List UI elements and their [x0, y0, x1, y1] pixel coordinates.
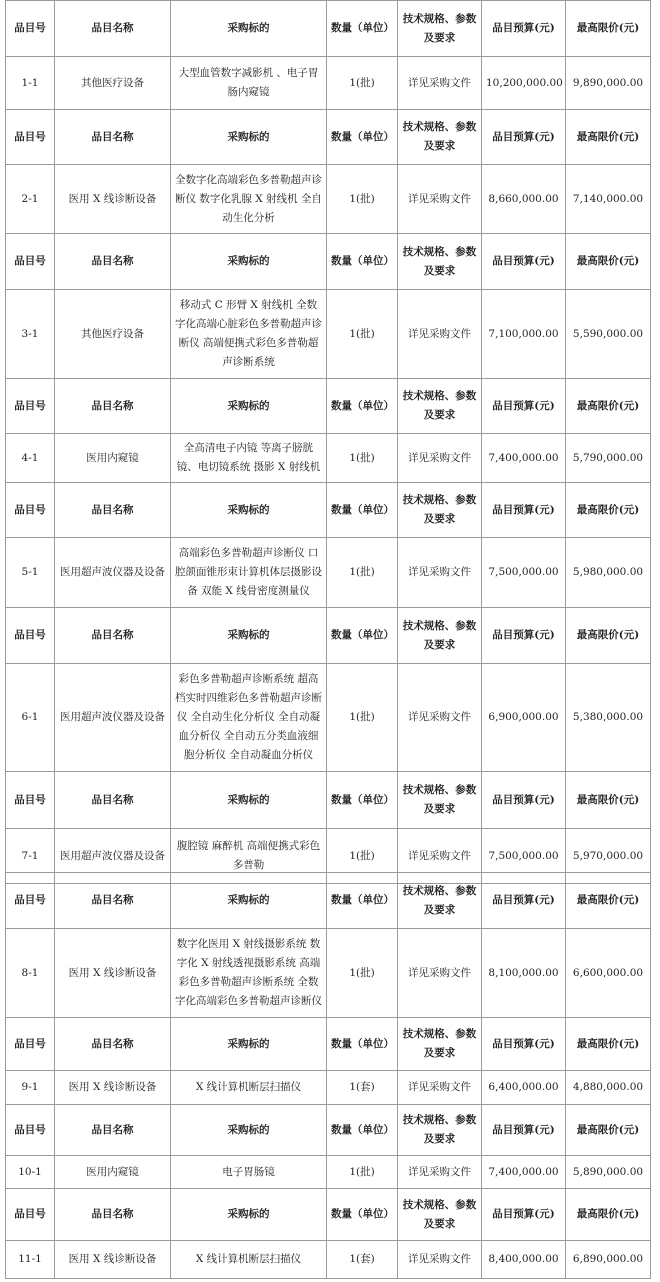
procurement-table-part-1 [5, 0, 651, 884]
cell-max-price: 5,790,000.00 [566, 434, 651, 483]
header-spec: 技术规格、参数及要求 [398, 608, 482, 664]
header-lot-no: 品目号 [6, 1189, 55, 1241]
header-quantity: 数量（单位） [327, 1018, 398, 1071]
cell-item-name: 医用 X 线诊断设备 [55, 929, 171, 1018]
cell-item-name: 医用超声波仪器及设备 [55, 829, 171, 884]
header-lot-no: 品目号 [6, 873, 55, 929]
cell-lot-no: 11-1 [6, 1241, 55, 1279]
header-item-name: 品目名称 [55, 234, 171, 290]
header-max-price: 最高限价(元) [566, 772, 651, 829]
header-max-price: 最高限价(元) [566, 110, 651, 165]
header-target: 采购标的 [171, 110, 327, 165]
header-max-price: 最高限价(元) [566, 1, 651, 57]
header-budget: 品目预算(元) [482, 110, 566, 165]
header-spec: 技术规格、参数及要求 [398, 1105, 482, 1156]
cell-lot-no: 3-1 [6, 290, 55, 379]
header-spec: 技术规格、参数及要求 [398, 1018, 482, 1071]
cell-target: X 线计算机断层扫描仪 [171, 1241, 327, 1279]
table-row [6, 1241, 651, 1279]
cell-item-name: 医用 X 线诊断设备 [55, 165, 171, 234]
procurement-table-part-2 [5, 872, 651, 1279]
header-item-name: 品目名称 [55, 1, 171, 57]
header-spec: 技术规格、参数及要求 [398, 772, 482, 829]
header-budget: 品目预算(元) [482, 772, 566, 829]
cell-target: 高端彩色多普勒超声诊断仪 口腔颌面锥形束计算机体层摄影设备 双能 X 线骨密度测量仪 [171, 538, 327, 608]
header-spec: 技术规格、参数及要求 [398, 234, 482, 290]
header-item-name: 品目名称 [55, 772, 171, 829]
header-row [6, 234, 651, 290]
header-item-name: 品目名称 [55, 379, 171, 434]
header-item-name: 品目名称 [55, 1105, 171, 1156]
cell-item-name: 医用 X 线诊断设备 [55, 1241, 171, 1279]
header-spec: 技术规格、参数及要求 [398, 873, 482, 929]
cell-max-price: 5,590,000.00 [566, 290, 651, 379]
header-target: 采购标的 [171, 1105, 327, 1156]
cell-quantity: 1(套) [327, 1241, 398, 1279]
cell-budget: 7,400,000.00 [482, 1156, 566, 1189]
cell-max-price: 5,380,000.00 [566, 664, 651, 772]
header-max-price: 最高限价(元) [566, 608, 651, 664]
cell-quantity: 1(套) [327, 1071, 398, 1105]
cell-lot-no: 8-1 [6, 929, 55, 1018]
header-target: 采购标的 [171, 1189, 327, 1241]
table-row [6, 434, 651, 483]
header-budget: 品目预算(元) [482, 1105, 566, 1156]
header-spec: 技术规格、参数及要求 [398, 1189, 482, 1241]
cell-spec: 详见采购文件 [398, 57, 482, 110]
cell-spec: 详见采购文件 [398, 829, 482, 884]
header-max-price: 最高限价(元) [566, 234, 651, 290]
header-item-name: 品目名称 [55, 1189, 171, 1241]
header-max-price: 最高限价(元) [566, 1018, 651, 1071]
cell-lot-no: 6-1 [6, 664, 55, 772]
header-item-name: 品目名称 [55, 1018, 171, 1071]
cell-quantity: 1(批) [327, 929, 398, 1018]
cell-budget: 7,400,000.00 [482, 434, 566, 483]
header-quantity: 数量（单位） [327, 483, 398, 538]
header-quantity: 数量（单位） [327, 772, 398, 829]
cell-budget: 7,500,000.00 [482, 829, 566, 884]
header-target: 采购标的 [171, 873, 327, 929]
header-row [6, 379, 651, 434]
table-row [6, 664, 651, 772]
cell-item-name: 其他医疗设备 [55, 57, 171, 110]
table-row [6, 290, 651, 379]
cell-lot-no: 9-1 [6, 1071, 55, 1105]
table-row [6, 1071, 651, 1105]
header-item-name: 品目名称 [55, 608, 171, 664]
header-target: 采购标的 [171, 234, 327, 290]
header-budget: 品目预算(元) [482, 608, 566, 664]
cell-lot-no: 2-1 [6, 165, 55, 234]
header-quantity: 数量（单位） [327, 608, 398, 664]
header-lot-no: 品目号 [6, 1, 55, 57]
cell-budget: 8,660,000.00 [482, 165, 566, 234]
header-spec: 技术规格、参数及要求 [398, 483, 482, 538]
header-budget: 品目预算(元) [482, 483, 566, 538]
header-target: 采购标的 [171, 379, 327, 434]
cell-budget: 7,100,000.00 [482, 290, 566, 379]
header-row [6, 483, 651, 538]
cell-target: X 线计算机断层扫描仪 [171, 1071, 327, 1105]
header-max-price: 最高限价(元) [566, 1105, 651, 1156]
header-row [6, 608, 651, 664]
cell-spec: 详见采购文件 [398, 1241, 482, 1279]
header-target: 采购标的 [171, 483, 327, 538]
cell-target: 移动式 C 形臂 X 射线机 全数字化高端心脏彩色多普勒超声诊断仪 高端便携式彩色多普勒超声诊断系统 [171, 290, 327, 379]
table-row [6, 538, 651, 608]
cell-item-name: 其他医疗设备 [55, 290, 171, 379]
table-row [6, 165, 651, 234]
cell-max-price: 5,890,000.00 [566, 1156, 651, 1189]
table-row [6, 1156, 651, 1189]
header-row [6, 1189, 651, 1241]
cell-item-name: 医用内窥镜 [55, 1156, 171, 1189]
cell-quantity: 1(批) [327, 664, 398, 772]
header-quantity: 数量（单位） [327, 234, 398, 290]
header-quantity: 数量（单位） [327, 1189, 398, 1241]
cell-quantity: 1(批) [327, 165, 398, 234]
cell-max-price: 5,970,000.00 [566, 829, 651, 884]
cell-target: 彩色多普勒超声诊断系统 超高档实时四维彩色多普勒超声诊断仪 全自动生化分析仪 全自动凝血分析仪 全自动五分类血液细胞分析仪 全自动凝血分析仪 [171, 664, 327, 772]
cell-max-price: 4,880,000.00 [566, 1071, 651, 1105]
header-target: 采购标的 [171, 1, 327, 57]
cell-max-price: 9,890,000.00 [566, 57, 651, 110]
cell-budget: 6,400,000.00 [482, 1071, 566, 1105]
cell-max-price: 6,600,000.00 [566, 929, 651, 1018]
header-spec: 技术规格、参数及要求 [398, 379, 482, 434]
header-item-name: 品目名称 [55, 483, 171, 538]
cell-budget: 10,200,000.00 [482, 57, 566, 110]
header-lot-no: 品目号 [6, 483, 55, 538]
header-budget: 品目预算(元) [482, 873, 566, 929]
cell-quantity: 1(批) [327, 538, 398, 608]
cell-lot-no: 10-1 [6, 1156, 55, 1189]
cell-item-name: 医用超声波仪器及设备 [55, 664, 171, 772]
cell-spec: 详见采购文件 [398, 1071, 482, 1105]
cell-quantity: 1(批) [327, 829, 398, 884]
header-max-price: 最高限价(元) [566, 873, 651, 929]
cell-budget: 8,100,000.00 [482, 929, 566, 1018]
header-row [6, 1105, 651, 1156]
cell-budget: 7,500,000.00 [482, 538, 566, 608]
header-lot-no: 品目号 [6, 234, 55, 290]
cell-lot-no: 5-1 [6, 538, 55, 608]
header-lot-no: 品目号 [6, 772, 55, 829]
header-item-name: 品目名称 [55, 110, 171, 165]
header-quantity: 数量（单位） [327, 1105, 398, 1156]
cell-spec: 详见采购文件 [398, 929, 482, 1018]
cell-max-price: 5,980,000.00 [566, 538, 651, 608]
cell-budget: 6,900,000.00 [482, 664, 566, 772]
header-lot-no: 品目号 [6, 1018, 55, 1071]
header-row [6, 772, 651, 829]
cell-max-price: 6,890,000.00 [566, 1241, 651, 1279]
cell-quantity: 1(批) [327, 57, 398, 110]
cell-target: 电子胃肠镜 [171, 1156, 327, 1189]
cell-target: 全数字化高端彩色多普勒超声诊断仪 数字化乳腺 X 射线机 全自动生化分析 [171, 165, 327, 234]
header-max-price: 最高限价(元) [566, 379, 651, 434]
header-quantity: 数量（单位） [327, 873, 398, 929]
header-budget: 品目预算(元) [482, 1018, 566, 1071]
header-row [6, 1018, 651, 1071]
header-quantity: 数量（单位） [327, 379, 398, 434]
cell-budget: 8,400,000.00 [482, 1241, 566, 1279]
header-item-name: 品目名称 [55, 873, 171, 929]
header-row [6, 110, 651, 165]
header-target: 采购标的 [171, 1018, 327, 1071]
cell-item-name: 医用内窥镜 [55, 434, 171, 483]
header-target: 采购标的 [171, 772, 327, 829]
cell-quantity: 1(批) [327, 434, 398, 483]
cell-spec: 详见采购文件 [398, 664, 482, 772]
header-budget: 品目预算(元) [482, 234, 566, 290]
cell-spec: 详见采购文件 [398, 434, 482, 483]
cell-item-name: 医用超声波仪器及设备 [55, 538, 171, 608]
cell-target: 腹腔镜 麻醉机 高端便携式彩色多普勒 [171, 829, 327, 884]
cell-lot-no: 1-1 [6, 57, 55, 110]
cell-target: 大型血管数字减影机 、电子胃肠内窥镜 [171, 57, 327, 110]
cell-lot-no: 4-1 [6, 434, 55, 483]
cell-item-name: 医用 X 线诊断设备 [55, 1071, 171, 1105]
header-row [6, 873, 651, 929]
header-lot-no: 品目号 [6, 379, 55, 434]
header-quantity: 数量（单位） [327, 110, 398, 165]
cell-spec: 详见采购文件 [398, 290, 482, 379]
header-budget: 品目预算(元) [482, 1189, 566, 1241]
header-lot-no: 品目号 [6, 1105, 55, 1156]
cell-spec: 详见采购文件 [398, 1156, 482, 1189]
cell-quantity: 1(批) [327, 1156, 398, 1189]
header-target: 采购标的 [171, 608, 327, 664]
header-max-price: 最高限价(元) [566, 483, 651, 538]
header-budget: 品目预算(元) [482, 1, 566, 57]
table-row [6, 929, 651, 1018]
header-lot-no: 品目号 [6, 110, 55, 165]
header-lot-no: 品目号 [6, 608, 55, 664]
header-spec: 技术规格、参数及要求 [398, 110, 482, 165]
header-quantity: 数量（单位） [327, 1, 398, 57]
header-spec: 技术规格、参数及要求 [398, 1, 482, 57]
header-max-price: 最高限价(元) [566, 1189, 651, 1241]
cell-spec: 详见采购文件 [398, 538, 482, 608]
cell-max-price: 7,140,000.00 [566, 165, 651, 234]
cell-lot-no: 7-1 [6, 829, 55, 884]
header-row [6, 1, 651, 57]
header-budget: 品目预算(元) [482, 379, 566, 434]
cell-target: 数字化医用 X 射线摄影系统 数字化 X 射线透视摄影系统 高端彩色多普勒超声诊断系统 全数字化高端彩色多普勒超声诊断仪 [171, 929, 327, 1018]
cell-spec: 详见采购文件 [398, 165, 482, 234]
table-row [6, 57, 651, 110]
cell-target: 全高清电子内镜 等离子膀胱镜、电切镜系统 摄影 X 射线机 [171, 434, 327, 483]
cell-quantity: 1(批) [327, 290, 398, 379]
